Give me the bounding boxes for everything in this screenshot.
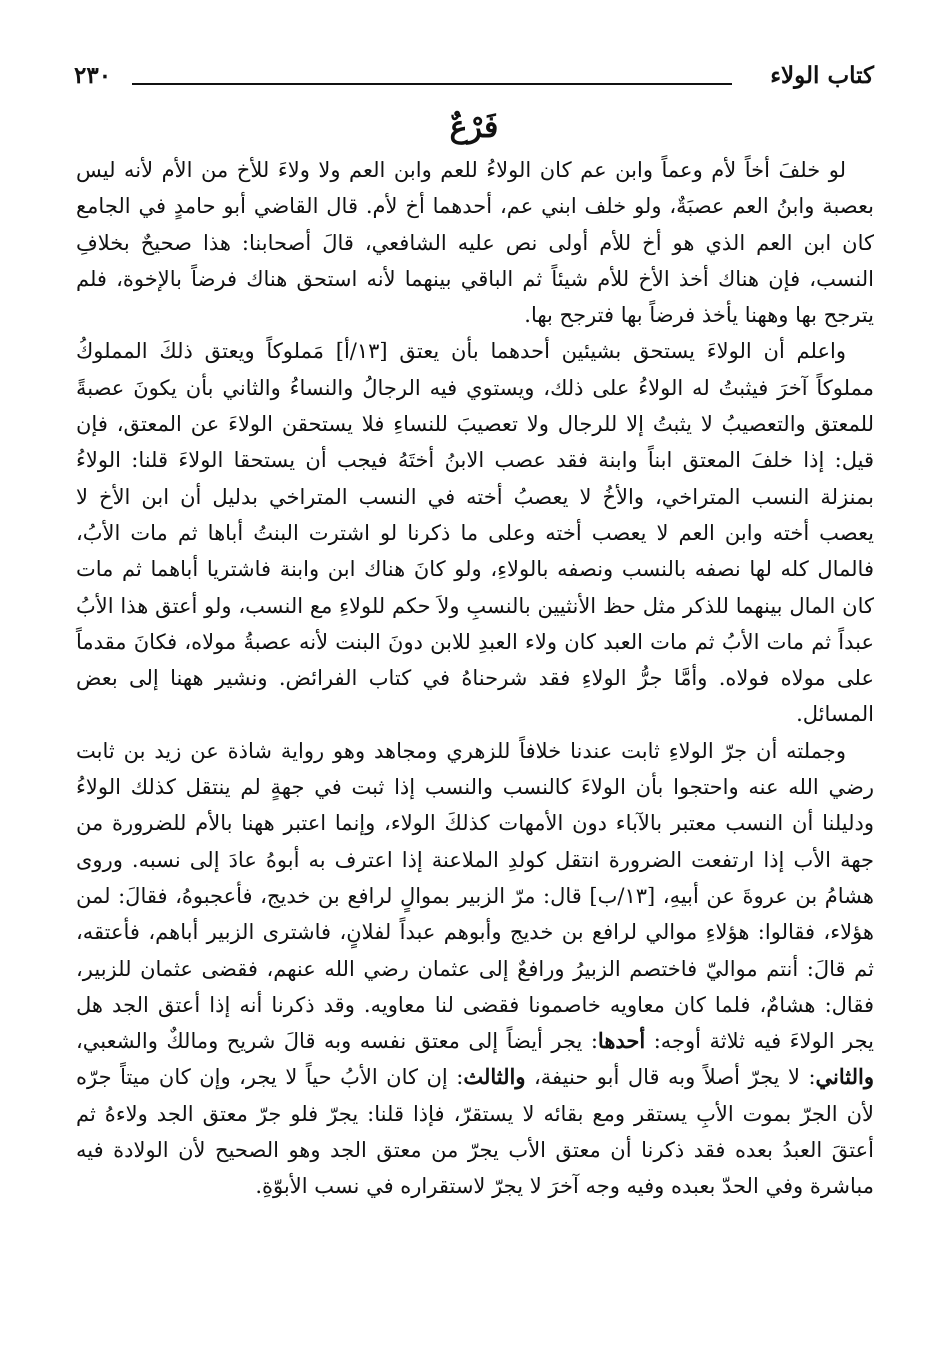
page-number: ٢٣٠ xyxy=(74,62,112,89)
header-rule xyxy=(132,83,732,85)
term-first: أحدها xyxy=(597,1028,646,1054)
section-heading: فَرْعٌ xyxy=(449,110,499,145)
paragraph-3-third-opinion: : إن كان الأبُ حياً لا يجر، وإن كان ميتاً جرّه لأن الجرّ بموت الأبِ يستقر ومع بقائه لا يستقرّ، فإذا قلنا: يجرّ فلو جرّ معتق الجد ولاءهُ ثم أعتقَ العبدُ بعده فقد ذكرنا أن معتق الأب يجرّ من معتق الجد وهو الصحيح لأن الولادة فيه مباشرة وفي الحدّ بعبده وفيه وجه آخرَ لا يجرّ لاستقراره في نسب الأبوّةِ. xyxy=(76,1065,874,1199)
paragraph-3-second-opinion: : لا يجرّ أصلاً وبه قال أبو حنيفة، xyxy=(525,1065,816,1090)
body-text xyxy=(76,152,874,1205)
page-header xyxy=(74,58,874,98)
paragraph-2: واعلم أن الولاءَ يستحق بشيئين أحدهما بأن يعتق [١٣/أ] مَملوكاً ويعتق ذلكَ المملوكُ مملوكاً آخرَ فيثبتُ له الولاءُ على ذلك، ويستوي فيه الرجالُ والنساءُ والثاني بأن يكونَ عصبةً للمعتق والتعصيبُ لا يثبتُ إلا للرجال ولا تعصيبَ للنساءِ فلا يستحقن الولاءَ عن المعتق، فإن قيل: إذا خلفَ المعتق ابناً وابنة فقد عصب الابنُ أختَهُ فيجب أن يستحقا الولاءَ قلنا: الولاءُ بمنزلة النسب المتراخي، والأخُ لا يعصبُ أخته في النسب المتراخي بدليل أن ابن الأخ لا يعصب أخته وابن العم لا يعصب أخته وعلى ما ذكرنا لو اشترت البنتُ أباها ثم مات الأبُ، فالمال كله لها نصفه بالنسب ونصفه بالولاءِ، ولو كانَ هناك ابن وابنة فاشتريا أباهما ثم مات كان المال بينهما للذكر مثل حظ الأنثيين بالنسبِ ولاَ حكم للولاءِ مع النسب، ولو أعتق هذا الأبُ عبداً ثم مات الأبُ ثم مات العبد كان ولاء العبدِ للابن دونَ البنت لأنه عصبةُ مولاه، فكانَ مقدماً على مولاه فولاه. وأمَّا جرُّ الولاءِ فقد شرحناهُ في كتاب الفرائض. ونشير ههنا إلى بعض المسائل. xyxy=(76,339,874,727)
paragraph-3-text: وجملته أن جرّ الولاءِ ثابت عندنا خلافاً للزهري ومجاهد وهو رواية شاذة عن زيد بن ثابت رضي الله عنه واحتجوا بأن الولاءَ كالنسب والنسب إذا ثبت في جهةٍ لم ينتقل كذلك الولاءُ ودليلنا أن النسب معتبر بالآباء دون الأمهات كذلكَ الولاء، وإنما اعتبر ههنا بالأم للضرورة من جهة الأب إذا ارتفعت الضرورة انتقل كولدِ الملاعنة إذا اعترف به أبوهُ عادَ إلى نسبه. وروى هشامُ بن عروةَ عن أبيهِ، [١٣/ب] قال: مرّ الزبير بموالٍ لرافع بن خديج، فأعجبوهُ، فقالَ: لمن هؤلاء، فقالوا: هؤلاءِ موالي لرافع بن خديج وأبوهم عبداً لفلانٍ، فاشترى الزبير أباهم، فأعتقه، ثم قالَ: أنتم مواليّ فاختصم الزبيرُ ورافعٌ إلى عثمان رضي الله عنهم، فقضى عثمان للزبير، فقال: هشامٌ، فلما كان معاويه خاصمونا فقضى لنا معاويه. وقد ذكرنا أنه إذا أعتق الجد هل يجر الولاءَ فيه ثلاثة أوجه: xyxy=(76,738,874,1054)
paragraph-1: لو خلفَ أخاً لأم وعماً وابن عم كان الولاءُ للعم وابن العم ولا ولاءَ للأخ من الأم لأنه ليس بعصبة وابنُ العم عصبَةٌ، ولو خلف ابني عم، أحدهما أخ لأم. قال القاضي أبو حامدٍ في الجامع كان ابن العم الذي هو أخ للأم أولى نص عليه الشافعي، قالَ أصحابنا: هذا صحيحٌ بخلافِ النسب، فإن هناك أخذ الأخ للأم شيئاً ثم الباقي بينهما لأنه استحق هناك فرضاً بالإخوة، فلم يترجح بها وههنا يأخذ فرضاً بها فترجح بها. xyxy=(76,158,874,328)
paragraph-3 xyxy=(76,733,874,1205)
term-third: والثالث xyxy=(463,1064,526,1090)
term-second: والثاني xyxy=(815,1064,874,1090)
book-title: كتاب الولاء xyxy=(770,62,874,89)
paragraph-3-first-opinion: : يجر أيضاً إلى معتق نفسه وبه قالَ شريح ومالكٌ والشعبي، xyxy=(76,1029,598,1054)
